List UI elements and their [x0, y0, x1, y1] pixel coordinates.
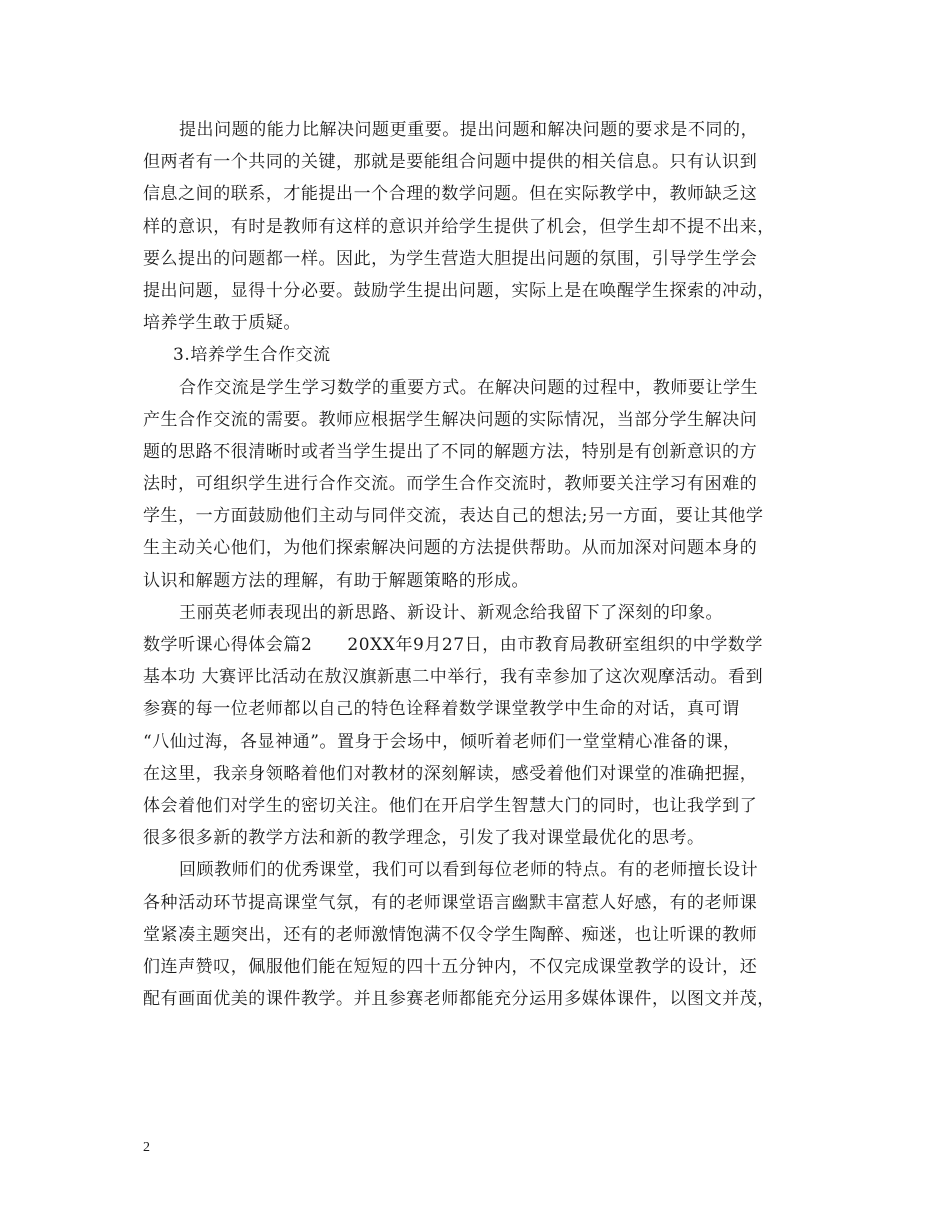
paragraph-line: 题的思路不很清晰时或者当学生提出了不同的解题方法，特别是有创新意识的方	[143, 441, 758, 462]
paragraph-line: 要么提出的问题都一样。因此，为学生营造大胆提出问题的氛围，引导学生学会	[143, 248, 758, 269]
paragraph-line: 法时，可组织学生进行合作交流。而学生合作交流时，教师要关注学习有困难的	[143, 474, 758, 495]
paragraph-line: 堂紧凑主题突出，还有的老师激情饱满不仅令学生陶醉、痴迷，也让听课的教师	[143, 924, 758, 945]
paragraph-line: 但两者有一个共同的关键，那就是要能组合问题中提供的相关信息。只有认识到	[143, 152, 758, 173]
paragraph-line: 样的意识，有时是教师有这样的意识并给学生提供了机会，但学生却不提不出来，	[143, 216, 775, 237]
paragraph-line: 在这里，我亲身领略着他们对教材的深刻解读，感受着他们对课堂的准确把握，	[143, 763, 758, 784]
paragraph-line: “八仙过海，各显神通”。置身于会场中，倾听着老师们一堂堂精心准备的课，	[143, 731, 741, 752]
body-text	[143, 114, 823, 1015]
paragraph-line: 配有画面优美的课件教学。并且参赛老师都能充分运用多媒体课件，以图文并茂，	[143, 989, 775, 1010]
paragraph-line: 认识和解题方法的理解，有助于解题策略的形成。	[143, 570, 530, 591]
paragraph-line: 学生，一方面鼓励他们主动与同伴交流，表达自己的想法;另一方面，要让其他学	[143, 506, 764, 527]
paragraph-line: 培养学生敢于质疑。	[143, 313, 301, 334]
paragraph-line: 很多很多新的教学方法和新的教学理念，引发了我对课堂最优化的思考。	[143, 828, 705, 849]
paragraph-line: 合作交流是学生学习数学的重要方式。在解决问题的过程中，教师要让学生	[179, 377, 759, 398]
paragraph-line: 回顾教师们的优秀课堂，我们可以看到每位老师的特点。有的老师擅长设计	[179, 860, 759, 881]
paragraph-line: 提出问题，显得十分必要。鼓励学生提出问题，实际上是在唤醒学生探索的冲动，	[143, 280, 775, 301]
paragraph-line: 基本功 大赛评比活动在敖汉旗新惠二中举行，我有幸参加了这次观摩活动。看到	[143, 667, 764, 688]
paragraph-line: 数学听课心得体会篇2 20XX年9月27日，由市教育局教研室组织的中学数学	[143, 635, 763, 655]
paragraph-line: 产生合作交流的需要。教师应根据学生解决问题的实际情况，当部分学生解决问	[143, 409, 758, 430]
paragraph-line: 生主动关心他们，为他们探索解决问题的方法提供帮助。从而加深对问题本身的	[143, 538, 758, 559]
paragraph-line: 王丽英老师表现出的新思路、新设计、新观念给我留下了深刻的印象。	[179, 602, 724, 623]
paragraph-line: 体会着他们对学生的密切关注。他们在开启学生智慧大门的同时，也让我学到了	[143, 795, 758, 816]
paragraph-line: 各种活动环节提高课堂气氛，有的老师课堂语言幽默丰富惹人好感，有的老师课	[143, 892, 758, 913]
paragraph-line: 提出问题的能力比解决问题更重要。提出问题和解决问题的要求是不同的，	[179, 120, 759, 140]
paragraph-line: 信息之间的联系，才能提出一个合理的数学问题。但在实际教学中，教师缺乏这	[143, 184, 758, 205]
page-number: 2	[143, 1140, 150, 1155]
paragraph-line: 们连声赞叹，佩服他们能在短短的四十五分钟内，不仅完成课堂教学的设计，还	[143, 956, 758, 977]
section-heading: 3.培养学生合作交流	[173, 345, 331, 366]
paragraph-line: 参赛的每一位老师都以自己的特色诠释着数学课堂教学中生命的对话，真可谓	[143, 699, 740, 720]
